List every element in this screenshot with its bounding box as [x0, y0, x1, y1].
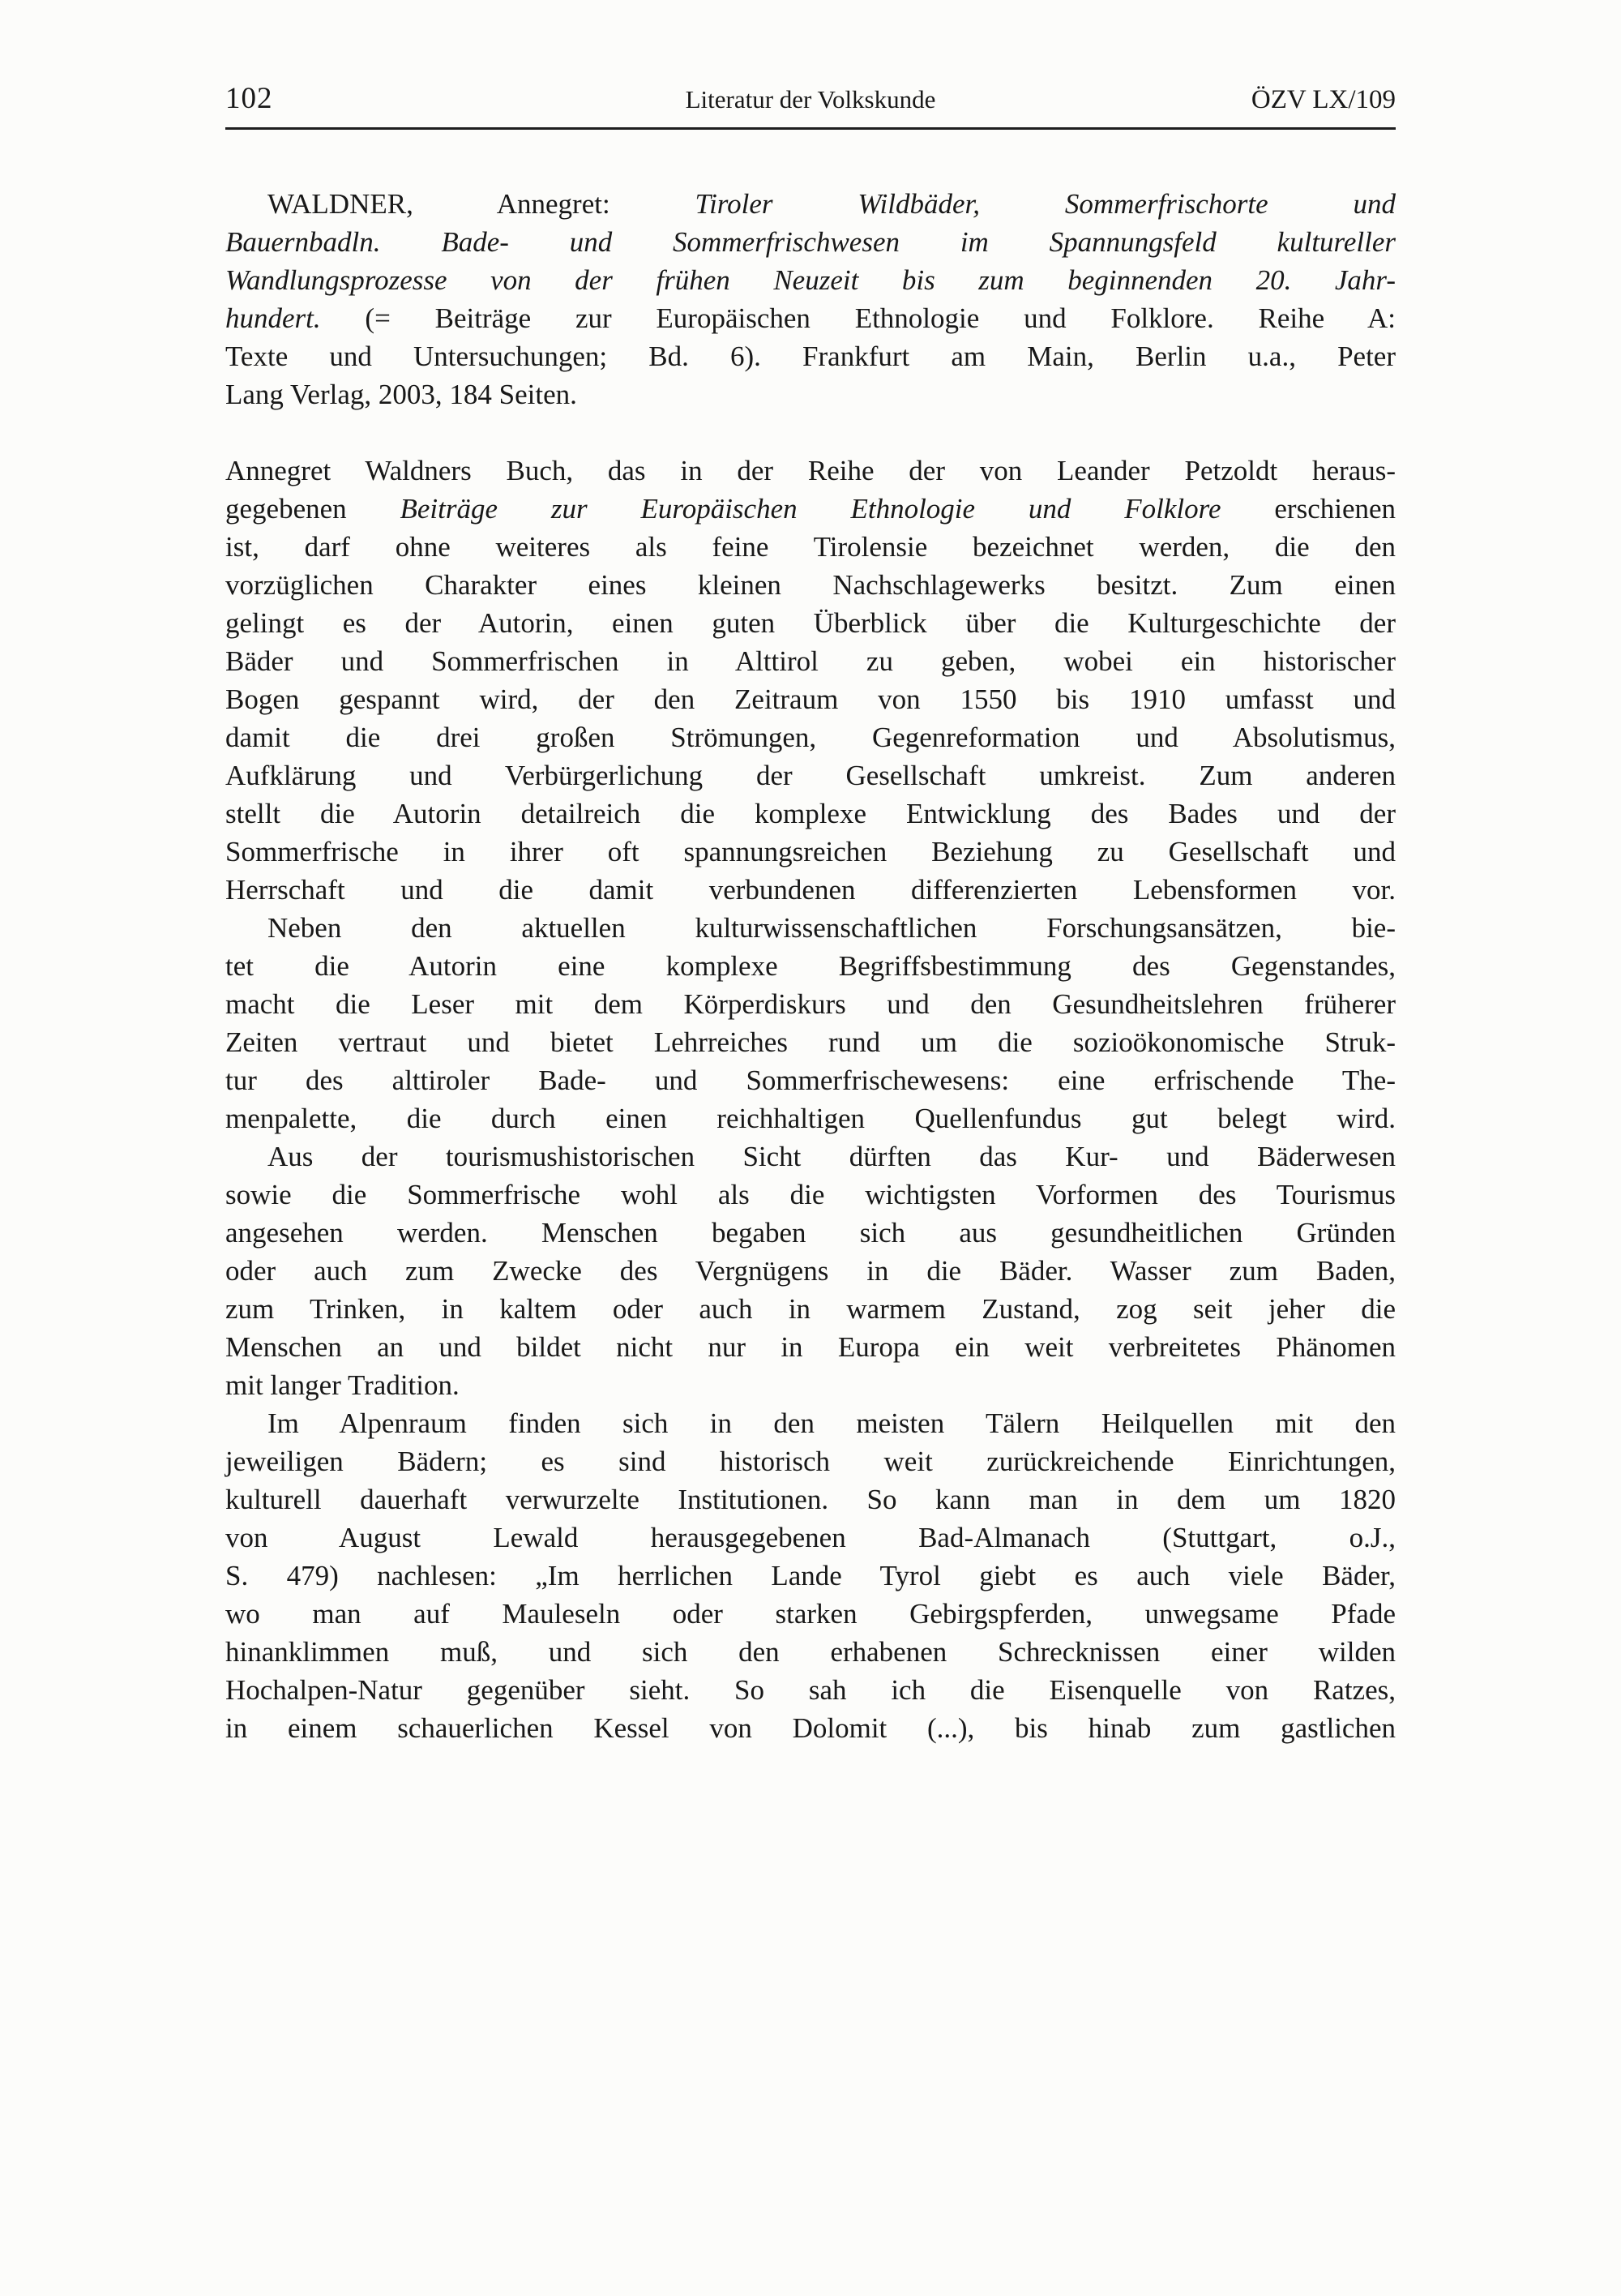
text-segment: oder auch zum Zwecke des Vergnügens in die Bäder. Wasser zum Baden,: [225, 1255, 1396, 1287]
paragraph-body-3: [225, 1137, 1396, 1404]
text-segment: menpalette, die durch einen reichhaltigen Quellenfundus gut belegt wird.: [225, 1103, 1396, 1134]
text-line: [225, 680, 1396, 718]
text-segment: Aus der tourismushistorischen Sicht dürften das Kur- und Bäderwesen: [267, 1141, 1396, 1172]
text-segment: Im Alpenraum finden sich in den meisten Tälern Heilquellen mit den: [267, 1407, 1396, 1439]
text-line: [225, 490, 1396, 528]
text-line: [225, 1557, 1396, 1595]
text-line: [225, 1023, 1396, 1061]
text-line: [225, 1252, 1396, 1290]
text-segment: Herrschaft und die damit verbundenen differenzierten Lebensformen vor.: [225, 874, 1396, 906]
text-segment: tur des alttiroler Bade- und Sommerfrischewesens: eine erfrischende The-: [225, 1064, 1396, 1096]
text-segment: S. 479) nachlesen: „Im herrlichen Lande Tyrol giebt es auch viele Bäder,: [225, 1560, 1396, 1591]
text-line: [225, 1595, 1396, 1633]
text-segment: Annegret Waldners Buch, das in der Reihe der von Leander Petzoldt heraus-: [225, 455, 1396, 486]
text-segment: erschienen: [1221, 493, 1396, 525]
text-segment: stellt die Autorin detailreich die komplexe Entwicklung des Bades und der: [225, 798, 1396, 829]
text-line: [225, 909, 1396, 947]
text-line: [225, 756, 1396, 795]
text-segment: damit die drei großen Strömungen, Gegenreformation und Absolutismus,: [225, 722, 1396, 753]
text-segment: (= Beiträge zur Europäischen Ethnologie und Folklore. Reihe A:: [320, 302, 1396, 334]
text-segment: angesehen werden. Menschen begaben sich aus gesundheitlichen Gründen: [225, 1217, 1396, 1249]
text-line: [225, 337, 1396, 375]
text-line: [225, 642, 1396, 680]
text-line: [225, 985, 1396, 1023]
text-segment: gegebenen: [225, 493, 400, 525]
text-line: [225, 1442, 1396, 1480]
running-title: Literatur der Volkskunde: [685, 85, 936, 114]
paragraph-body-2: [225, 909, 1396, 1137]
text-segment: hinanklimmen muß, und sich den erhabenen Schrecknissen einer wilden: [225, 1636, 1396, 1668]
text-segment: vorzüglichen Charakter eines kleinen Nachschlagewerks besitzt. Zum einen: [225, 569, 1396, 601]
text-segment: Menschen an und bildet nicht nur in Europa ein weit verbreitetes Phänomen: [225, 1331, 1396, 1363]
text-segment: Sommerfrische in ihrer oft spannungsreichen Beziehung zu Gesellschaft und: [225, 836, 1396, 867]
text-line: [225, 1061, 1396, 1099]
text-segment: Lang Verlag, 2003, 184 Seiten.: [225, 379, 577, 410]
text-segment: Texte und Untersuchungen; Bd. 6). Frankfurt am Main, Berlin u.a., Peter: [225, 341, 1396, 372]
text-line: [225, 375, 1396, 413]
text-line: [225, 223, 1396, 261]
italic-text-segment: Bauernbadln. Bade- und Sommerfrischwesen im Spannungsfeld kultureller: [225, 226, 1396, 258]
text-segment: macht die Leser mit dem Körperdiskurs und den Gesundheitslehren früherer: [225, 988, 1396, 1020]
text-line: [225, 1480, 1396, 1519]
text-segment: wo man auf Mauleseln oder starken Gebirgspferden, unwegsame Pfade: [225, 1598, 1396, 1630]
header-rule: [225, 127, 1396, 130]
text-segment: Bäder und Sommerfrischen in Alttirol zu geben, wobei ein historischer: [225, 645, 1396, 677]
text-line: [225, 1214, 1396, 1252]
text-segment: gelingt es der Autorin, einen guten Überblick über die Kulturgeschichte der: [225, 607, 1396, 639]
text-segment: mit langer Tradition.: [225, 1369, 460, 1401]
text-line: [225, 1290, 1396, 1328]
text-line: [225, 1519, 1396, 1557]
review-text-block: [225, 185, 1396, 1747]
paragraph-body-1: [225, 452, 1396, 909]
text-line: [225, 1099, 1396, 1137]
text-line: [225, 1671, 1396, 1709]
text-line: [225, 1176, 1396, 1214]
italic-text-segment: Wandlungsprozesse von der frühen Neuzeit bis zum beginnenden 20. Jahr-: [225, 264, 1396, 296]
text-line: [225, 185, 1396, 223]
text-segment: in einem schauerlichen Kessel von Dolomit (...), bis hinab zum gastlichen: [225, 1712, 1396, 1744]
page-header: [225, 81, 1396, 116]
text-line: [225, 1137, 1396, 1176]
italic-text-segment: Beiträge zur Europäischen Ethnologie und Folklore: [400, 493, 1221, 525]
text-segment: zum Trinken, in kaltem oder auch in warmem Zustand, zog seit jeher die: [225, 1293, 1396, 1325]
text-segment: kulturell dauerhaft verwurzelte Institutionen. So kann man in dem um 1820: [225, 1484, 1396, 1515]
text-segment: von August Lewald herausgegebenen Bad-Almanach (Stuttgart, o.J.,: [225, 1522, 1396, 1553]
text-line: [225, 261, 1396, 299]
text-line: [225, 795, 1396, 833]
text-line: [225, 871, 1396, 909]
text-segment: WALDNER, Annegret:: [267, 188, 695, 220]
text-line: [225, 566, 1396, 604]
text-segment: Aufklärung und Verbürgerlichung der Gesellschaft umkreist. Zum anderen: [225, 760, 1396, 791]
text-segment: ist, darf ohne weiteres als feine Tirolensie bezeichnet werden, die den: [225, 531, 1396, 563]
text-line: [225, 1366, 1396, 1404]
paragraph-citation: [225, 185, 1396, 413]
text-segment: tet die Autorin eine komplexe Begriffsbestimmung des Gegenstandes,: [225, 950, 1396, 982]
paragraph-body-4: [225, 1404, 1396, 1747]
text-line: [225, 452, 1396, 490]
text-segment: Hochalpen-Natur gegenüber sieht. So sah ich die Eisenquelle von Ratzes,: [225, 1674, 1396, 1706]
text-line: [225, 528, 1396, 566]
text-segment: Bogen gespannt wird, der den Zeitraum von 1550 bis 1910 umfasst und: [225, 683, 1396, 715]
italic-text-segment: Tiroler Wildbäder, Sommerfrischorte und: [695, 188, 1396, 220]
text-segment: Neben den aktuellen kulturwissenschaftlichen Forschungsansätzen, bie-: [267, 912, 1396, 944]
page-number: 102: [225, 82, 273, 115]
text-line: [225, 1709, 1396, 1747]
text-line: [225, 1328, 1396, 1366]
journal-issue-label: ÖZV LX/109: [1251, 85, 1396, 114]
text-line: [225, 1404, 1396, 1442]
text-line: [225, 718, 1396, 756]
text-line: [225, 1633, 1396, 1671]
text-line: [225, 604, 1396, 642]
text-segment: jeweiligen Bädern; es sind historisch weit zurückreichende Einrichtungen,: [225, 1446, 1396, 1477]
text-line: [225, 947, 1396, 985]
italic-text-segment: hundert.: [225, 302, 321, 334]
text-line: [225, 299, 1396, 337]
text-line: [225, 833, 1396, 871]
text-segment: sowie die Sommerfrische wohl als die wichtigsten Vorformen des Tourismus: [225, 1179, 1396, 1210]
text-segment: Zeiten vertraut und bietet Lehrreiches rund um die sozioökonomische Struk-: [225, 1026, 1396, 1058]
